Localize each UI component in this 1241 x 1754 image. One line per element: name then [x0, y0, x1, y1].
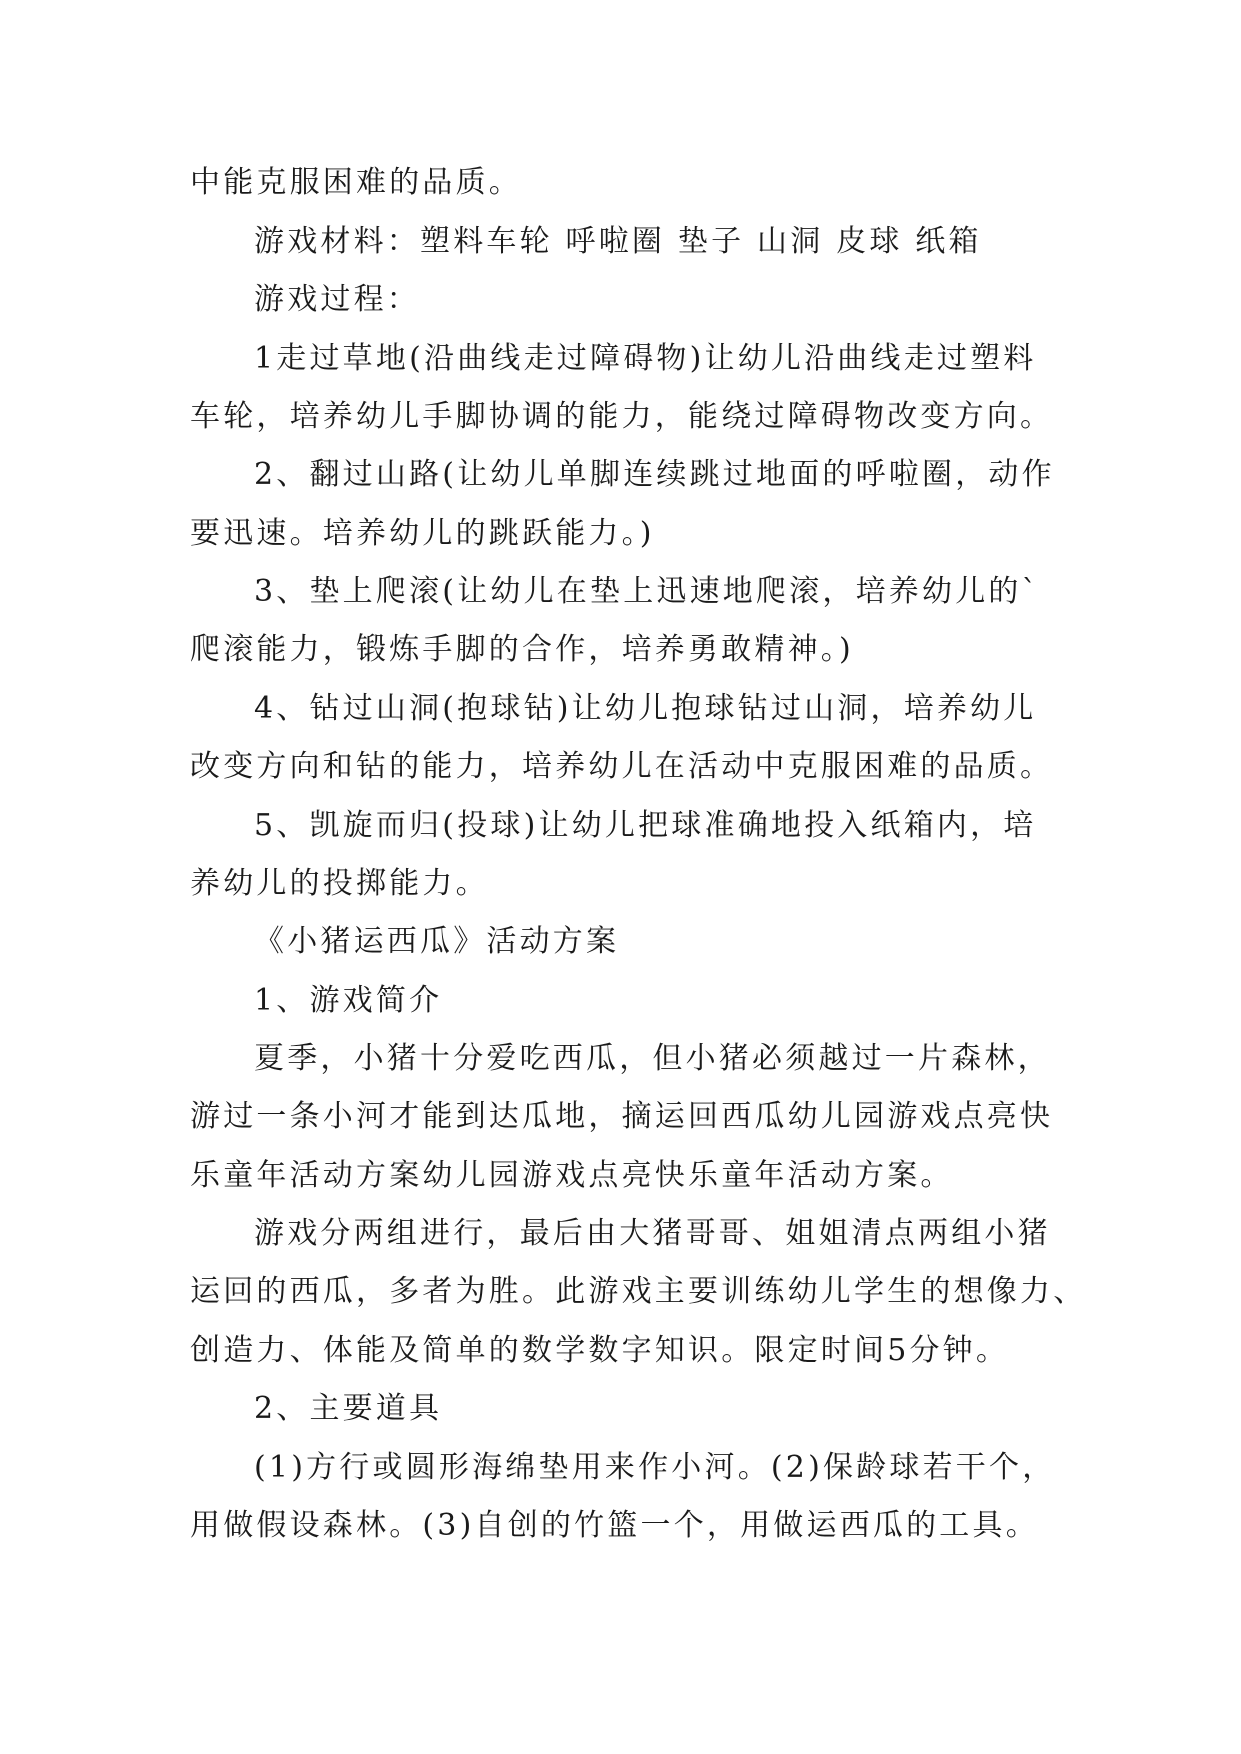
text-line: 用做假设森林。(3)自创的竹篮一个，用做运西瓜的工具。 — [190, 1508, 1039, 1543]
text-line: 中能克服困难的品质。 — [190, 165, 522, 200]
process-heading: 游戏过程： — [254, 282, 420, 317]
section-heading: 1、游戏简介 — [254, 983, 443, 1018]
section-heading: 2、主要道具 — [254, 1391, 443, 1426]
text-line: 车轮，培养幼儿手脚协调的能力，能绕过障碍物改变方向。 — [190, 399, 1054, 434]
materials-line: 游戏材料：塑料车轮 呼啦圈 垫子 山洞 皮球 纸箱 — [254, 224, 982, 259]
text-line: 5、凯旋而归(投球)让幼儿把球准确地投入纸箱内，培 — [254, 808, 1037, 843]
text-line: 3、垫上爬滚(让幼儿在垫上迅速地爬滚，培养幼儿的` — [254, 574, 1040, 609]
text-line: 夏季，小猪十分爱吃西瓜，但小猪必须越过一片森林， — [254, 1041, 1051, 1076]
text-line: 爬滚能力，锻炼手脚的合作，培养勇敢精神。) — [190, 632, 854, 667]
text-line: 要迅速。培养幼儿的跳跃能力。) — [190, 516, 655, 551]
text-line: 改变方向和钻的能力，培养幼儿在活动中克服困难的品质。 — [190, 749, 1054, 784]
text-line: 运回的西瓜，多者为胜。此游戏主要训练幼儿学生的想像力、 — [190, 1274, 1087, 1309]
text-line: 游过一条小河才能到达瓜地，摘运回西瓜幼儿园游戏点亮快 — [190, 1099, 1054, 1134]
text-line: 养幼儿的投掷能力。 — [190, 866, 489, 901]
text-line: 2、翻过山路(让幼儿单脚连续跳过地面的呼啦圈，动作 — [254, 457, 1055, 492]
text-line: 游戏分两组进行，最后由大猪哥哥、姐姐清点两组小猪 — [254, 1216, 1051, 1251]
section-title: 《小猪运西瓜》活动方案 — [254, 924, 620, 959]
text-line: (1)方行或圆形海绵垫用来作小河。(2)保龄球若干个， — [254, 1450, 1056, 1485]
text-line: 4、钻过山洞(抱球钻)让幼儿抱球钻过山洞，培养幼儿 — [254, 691, 1037, 726]
text-line: 乐童年活动方案幼儿园游戏点亮快乐童年活动方案。 — [190, 1158, 954, 1193]
text-line: 1走过草地(沿曲线走过障碍物)让幼儿沿曲线走过塑料 — [254, 341, 1037, 376]
text-line: 创造力、体能及简单的数学数字知识。限定时间5分钟。 — [190, 1333, 1010, 1368]
